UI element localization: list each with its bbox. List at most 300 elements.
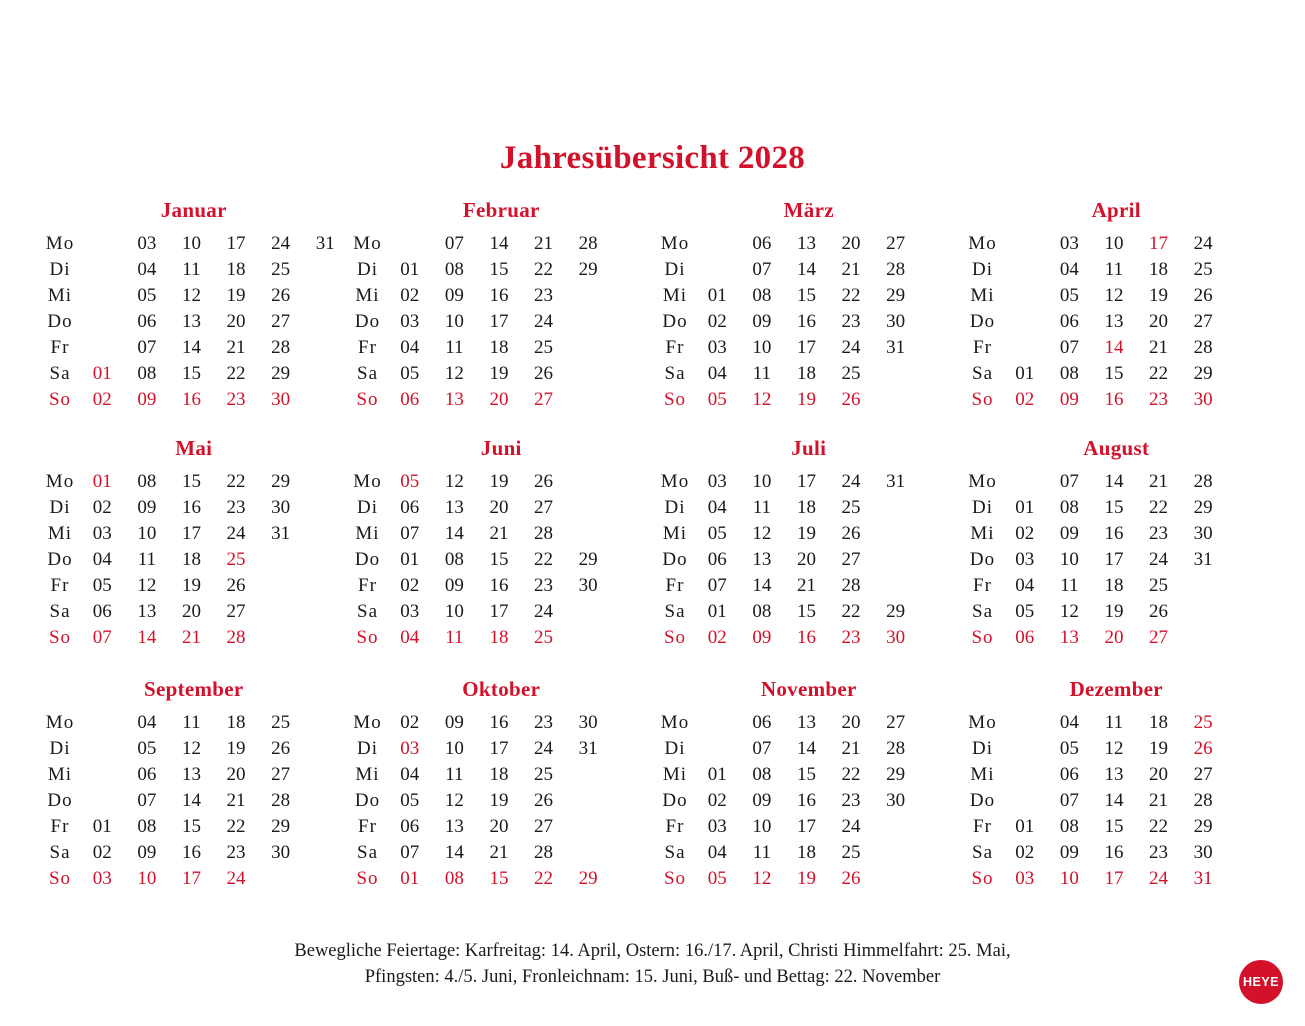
day-cell-empty: [1225, 814, 1270, 840]
weekday-row: [40, 710, 348, 736]
day-cell: 21: [489, 523, 509, 544]
day-cell: 01: [400, 549, 420, 570]
weekday-label: Fr: [50, 575, 70, 596]
day-cell: 20: [796, 549, 816, 570]
weekday-row: [963, 573, 1271, 599]
day-cell: 21: [226, 790, 246, 811]
day-cell: 15: [489, 549, 509, 570]
day-cell: 29: [578, 259, 598, 280]
weekday-label: Di: [664, 259, 686, 280]
day-cell: 24: [841, 337, 861, 358]
day-cell-empty: [918, 495, 963, 521]
day-cell: 30: [886, 311, 906, 332]
day-cell: 05: [707, 389, 727, 410]
weekday-row: [348, 625, 656, 651]
day-cell: 07: [137, 337, 157, 358]
day-cell-empty: [610, 840, 655, 866]
day-cell: 02: [707, 790, 727, 811]
day-cell: 07: [137, 790, 157, 811]
weekday-label: Di: [49, 738, 71, 759]
day-cell: 03: [92, 523, 112, 544]
day-cell: 28: [534, 523, 554, 544]
day-cell: 03: [707, 471, 727, 492]
day-cell-empty: [258, 866, 303, 892]
weekday-label: Di: [664, 497, 686, 518]
day-cell-empty: [918, 599, 963, 625]
weekday-label: Fr: [665, 575, 685, 596]
day-cell: 05: [137, 738, 157, 759]
day-cell-empty: [1225, 762, 1270, 788]
day-cell: 13: [1059, 627, 1079, 648]
day-cell: 06: [1015, 627, 1035, 648]
day-cell: 20: [226, 311, 246, 332]
day-cell: 08: [1059, 816, 1079, 837]
weekday-label: Do: [47, 549, 73, 570]
weekday-row: [963, 866, 1271, 892]
day-cell: 06: [137, 764, 157, 785]
day-cell: 24: [841, 816, 861, 837]
month-block: [348, 677, 656, 892]
day-cell-empty: [695, 736, 740, 762]
weekday-row: [963, 231, 1271, 257]
day-cell: 31: [271, 523, 291, 544]
weekday-row: [655, 866, 963, 892]
day-cell: 29: [886, 601, 906, 622]
day-cell: 01: [707, 601, 727, 622]
weekday-row: [40, 736, 348, 762]
weekday-label: Mi: [970, 764, 995, 785]
day-cell: 19: [796, 868, 816, 889]
weekday-row: [963, 710, 1271, 736]
weekday-row: [655, 788, 963, 814]
day-cell: 24: [534, 601, 554, 622]
day-cell: 26: [226, 575, 246, 596]
weekday-row: [40, 231, 348, 257]
day-cell: 20: [841, 712, 861, 733]
day-cell: 07: [400, 523, 420, 544]
day-cell: 19: [1104, 601, 1124, 622]
day-cell-empty: [80, 283, 125, 309]
day-cell: 14: [752, 575, 772, 596]
day-cell: 16: [181, 497, 201, 518]
day-cell-empty: [1181, 573, 1226, 599]
day-cell: 26: [1193, 285, 1213, 306]
day-cell-empty: [1225, 710, 1270, 736]
day-cell: 04: [1059, 712, 1079, 733]
weekday-label: Mi: [662, 764, 688, 785]
day-cell: 23: [226, 497, 246, 518]
day-cell: 10: [137, 523, 157, 544]
day-cell: 19: [796, 523, 816, 544]
day-cell: 29: [578, 868, 598, 889]
day-cell-empty: [873, 866, 918, 892]
day-cell: 18: [226, 712, 246, 733]
day-cell: 09: [1059, 842, 1079, 863]
weekday-row: [655, 762, 963, 788]
month-block: [655, 198, 963, 413]
day-cell-empty: [1225, 521, 1270, 547]
day-cell: 25: [271, 259, 291, 280]
day-cell: 08: [444, 549, 464, 570]
day-cell: 13: [444, 497, 464, 518]
day-cell-empty: [873, 495, 918, 521]
weekday-row: [655, 361, 963, 387]
weekday-row: [963, 788, 1271, 814]
day-cell: 25: [841, 363, 861, 384]
day-cell-empty: [918, 387, 963, 413]
day-cell-empty: [610, 814, 655, 840]
day-cell-empty: [1003, 283, 1048, 309]
month-block: [40, 677, 348, 892]
weekday-row: [963, 257, 1271, 283]
weekday-label: Mo: [353, 471, 382, 492]
day-cell: 30: [271, 389, 291, 410]
day-cell: 14: [181, 790, 201, 811]
day-cell: 02: [92, 497, 112, 518]
day-cell-empty: [1003, 257, 1048, 283]
weekday-label: Mi: [662, 285, 688, 306]
day-cell-empty: [303, 283, 348, 309]
day-cell: 18: [796, 497, 816, 518]
day-cell: 07: [752, 259, 772, 280]
day-cell: 20: [841, 233, 861, 254]
day-cell: 14: [137, 627, 157, 648]
day-cell-empty: [80, 309, 125, 335]
day-cell: 30: [271, 842, 291, 863]
weekday-row: [655, 814, 963, 840]
day-cell: 24: [534, 738, 554, 759]
day-cell: 15: [181, 363, 201, 384]
day-cell: 23: [226, 389, 246, 410]
day-cell: 21: [226, 337, 246, 358]
weekday-row: [348, 283, 656, 309]
day-cell-empty: [918, 309, 963, 335]
day-cell-empty: [566, 599, 611, 625]
day-cell: 01: [1015, 816, 1035, 837]
day-cell: 15: [796, 601, 816, 622]
weekday-label: Mo: [968, 712, 997, 733]
page-title: Jahresübersicht 2028: [499, 140, 806, 176]
day-cell: 04: [137, 259, 157, 280]
day-cell: 31: [1193, 549, 1213, 570]
day-cell-empty: [873, 573, 918, 599]
day-cell: 04: [707, 363, 727, 384]
day-cell: 24: [226, 523, 246, 544]
day-cell: 01: [1015, 363, 1035, 384]
day-cell: 09: [444, 575, 464, 596]
weekday-row: [963, 625, 1271, 651]
day-cell: 17: [1149, 233, 1169, 254]
weekday-label: Sa: [357, 842, 378, 863]
day-cell-empty: [1225, 547, 1270, 573]
day-cell: 16: [796, 790, 816, 811]
month-table: [40, 231, 348, 413]
day-cell-empty: [303, 495, 348, 521]
weekday-row: [348, 788, 656, 814]
day-cell: 18: [226, 259, 246, 280]
months-row-1: [40, 198, 1270, 413]
day-cell: 27: [271, 764, 291, 785]
day-cell: 12: [181, 285, 201, 306]
weekday-row: [40, 387, 348, 413]
weekday-row: [348, 469, 656, 495]
day-cell: 12: [137, 575, 157, 596]
day-cell: 19: [226, 738, 246, 759]
day-cell: 23: [841, 627, 861, 648]
day-cell-empty: [1003, 469, 1048, 495]
day-cell: 13: [796, 233, 816, 254]
day-cell: 22: [534, 549, 554, 570]
day-cell: 08: [137, 363, 157, 384]
day-cell: 06: [137, 311, 157, 332]
day-cell: 12: [181, 738, 201, 759]
day-cell: 14: [181, 337, 201, 358]
weekday-row: [963, 547, 1271, 573]
day-cell: 14: [444, 523, 464, 544]
day-cell: 11: [182, 712, 201, 733]
day-cell: 09: [752, 311, 772, 332]
day-cell: 30: [1193, 842, 1213, 863]
weekday-label: Di: [972, 259, 993, 280]
day-cell: 01: [92, 816, 112, 837]
day-cell: 01: [400, 868, 420, 889]
month-name: Juli: [791, 436, 827, 460]
day-cell: 22: [1149, 497, 1169, 518]
day-cell: 24: [534, 311, 554, 332]
day-cell: 11: [445, 764, 464, 785]
weekday-row: [655, 599, 963, 625]
day-cell: 01: [92, 363, 112, 384]
day-cell-empty: [1225, 283, 1270, 309]
day-cell: 15: [1104, 497, 1124, 518]
day-cell: 22: [841, 285, 861, 306]
day-cell-empty: [566, 762, 611, 788]
day-cell-empty: [610, 387, 655, 413]
weekday-row: [655, 335, 963, 361]
weekday-label: Do: [354, 549, 381, 570]
day-cell: 16: [489, 575, 509, 596]
day-cell: 23: [1149, 842, 1169, 863]
weekday-label: Sa: [357, 363, 378, 384]
day-cell: 20: [489, 389, 509, 410]
weekday-label: Mi: [47, 764, 73, 785]
weekday-row: [348, 309, 656, 335]
day-cell: 19: [796, 389, 816, 410]
day-cell-empty: [918, 547, 963, 573]
weekday-row: [40, 573, 348, 599]
day-cell-empty: [303, 625, 348, 651]
day-cell: 03: [400, 601, 420, 622]
day-cell: 16: [181, 389, 201, 410]
day-cell: 14: [796, 738, 816, 759]
day-cell: 28: [841, 575, 861, 596]
weekday-label: Di: [972, 497, 993, 518]
day-cell-empty: [918, 469, 963, 495]
weekday-label: Sa: [49, 363, 71, 384]
day-cell: 04: [137, 712, 157, 733]
weekday-label: So: [663, 389, 687, 410]
day-cell: 11: [1104, 259, 1124, 280]
day-cell-empty: [918, 762, 963, 788]
day-cell: 12: [444, 471, 464, 492]
heye-logo-label: HEYE: [1242, 975, 1280, 989]
weekday-label: Do: [47, 790, 73, 811]
weekday-label: Fr: [665, 816, 685, 837]
day-cell: 09: [137, 842, 157, 863]
day-cell: 29: [1193, 497, 1213, 518]
weekday-row: [655, 495, 963, 521]
day-cell-empty: [566, 788, 611, 814]
weekday-label: Mi: [47, 285, 73, 306]
day-cell-empty: [258, 625, 303, 651]
day-cell: 27: [841, 549, 861, 570]
day-cell: 23: [841, 790, 861, 811]
weekday-row: [348, 736, 656, 762]
weekday-label: Sa: [357, 601, 378, 622]
day-cell: 29: [271, 471, 291, 492]
day-cell: 30: [1193, 523, 1213, 544]
weekday-row: [40, 814, 348, 840]
weekday-label: Fr: [50, 816, 70, 837]
day-cell: 24: [1149, 868, 1169, 889]
day-cell: 17: [796, 816, 816, 837]
day-cell-empty: [1181, 625, 1226, 651]
day-cell: 07: [707, 575, 727, 596]
day-cell: 07: [400, 842, 420, 863]
day-cell-empty: [1225, 257, 1270, 283]
day-cell: 31: [315, 233, 335, 254]
weekday-label: Mo: [660, 712, 690, 733]
day-cell-empty: [566, 469, 611, 495]
day-cell-empty: [303, 469, 348, 495]
day-cell: 08: [137, 471, 157, 492]
day-cell: 11: [752, 842, 772, 863]
weekday-label: Mi: [662, 523, 688, 544]
day-cell: 02: [92, 389, 112, 410]
day-cell-empty: [1225, 495, 1270, 521]
day-cell: 01: [1015, 497, 1035, 518]
weekday-row: [963, 599, 1271, 625]
weekday-row: [40, 840, 348, 866]
day-cell: 25: [534, 627, 554, 648]
day-cell-empty: [80, 710, 125, 736]
weekday-row: [655, 625, 963, 651]
day-cell-empty: [566, 309, 611, 335]
day-cell: 01: [707, 285, 727, 306]
day-cell: 19: [1149, 738, 1169, 759]
day-cell: 22: [841, 601, 861, 622]
weekday-row: [963, 387, 1271, 413]
weekday-label: Do: [662, 549, 688, 570]
day-cell-empty: [1003, 736, 1048, 762]
day-cell: 21: [489, 842, 509, 863]
day-cell: 10: [444, 311, 464, 332]
weekday-label: Mo: [968, 471, 997, 492]
day-cell-empty: [695, 710, 740, 736]
day-cell: 13: [796, 712, 816, 733]
day-cell: 05: [1059, 738, 1079, 759]
day-cell-empty: [1225, 361, 1270, 387]
day-cell: 26: [271, 738, 291, 759]
day-cell: 23: [1149, 523, 1169, 544]
day-cell-empty: [873, 840, 918, 866]
day-cell: 29: [886, 764, 906, 785]
day-cell-empty: [303, 814, 348, 840]
day-cell: 27: [534, 497, 554, 518]
weekday-row: [348, 495, 656, 521]
day-cell-empty: [566, 521, 611, 547]
weekday-row: [348, 710, 656, 736]
weekday-row: [40, 547, 348, 573]
day-cell-empty: [610, 736, 655, 762]
holidays-line-1: Bewegliche Feiertage: Karfreitag: 14. April, Ostern: 16./17. April, Christi Himmelfahrt: 25. Mai,: [294, 941, 1011, 961]
day-cell: 04: [707, 497, 727, 518]
day-cell: 15: [181, 816, 201, 837]
day-cell: 21: [534, 233, 554, 254]
day-cell: 14: [1104, 790, 1124, 811]
day-cell-empty: [918, 814, 963, 840]
weekday-label: Fr: [358, 575, 377, 596]
day-cell: 18: [489, 337, 509, 358]
day-cell: 07: [444, 233, 464, 254]
day-cell-empty: [566, 283, 611, 309]
day-cell: 05: [400, 790, 420, 811]
day-cell-empty: [918, 257, 963, 283]
day-cell: 06: [92, 601, 112, 622]
weekday-label: Mi: [970, 285, 995, 306]
day-cell: 30: [1193, 389, 1213, 410]
day-cell: 20: [226, 764, 246, 785]
day-cell: 09: [1059, 523, 1079, 544]
month-table: [348, 710, 656, 892]
day-cell: 19: [181, 575, 201, 596]
day-cell-empty: [303, 736, 348, 762]
day-cell: 10: [181, 233, 201, 254]
day-cell: 16: [1104, 523, 1124, 544]
weekday-row: [655, 387, 963, 413]
weekday-label: Fr: [50, 337, 70, 358]
day-cell: 16: [1104, 389, 1124, 410]
day-cell: 26: [841, 868, 861, 889]
day-cell: 12: [444, 363, 464, 384]
weekday-row: [348, 335, 656, 361]
day-cell: 06: [707, 549, 727, 570]
day-cell: 15: [1104, 816, 1124, 837]
day-cell: 08: [1059, 497, 1079, 518]
day-cell: 17: [796, 471, 816, 492]
weekday-label: Mi: [355, 285, 380, 306]
day-cell: 15: [181, 471, 201, 492]
day-cell: 23: [534, 712, 554, 733]
day-cell-empty: [610, 231, 655, 257]
day-cell: 25: [841, 842, 861, 863]
weekday-label: Fr: [973, 816, 992, 837]
day-cell-empty: [918, 840, 963, 866]
day-cell: 15: [1104, 363, 1124, 384]
weekday-label: So: [971, 627, 994, 648]
weekday-label: Sa: [664, 363, 686, 384]
day-cell: 27: [534, 389, 554, 410]
day-cell: 10: [752, 471, 772, 492]
day-cell: 28: [226, 627, 246, 648]
day-cell: 28: [886, 259, 906, 280]
weekday-label: Mi: [47, 523, 73, 544]
day-cell: 21: [841, 738, 861, 759]
month-table: [655, 710, 963, 892]
day-cell-empty: [80, 788, 125, 814]
month-name: Juni: [480, 436, 522, 460]
weekday-label: So: [48, 627, 72, 648]
